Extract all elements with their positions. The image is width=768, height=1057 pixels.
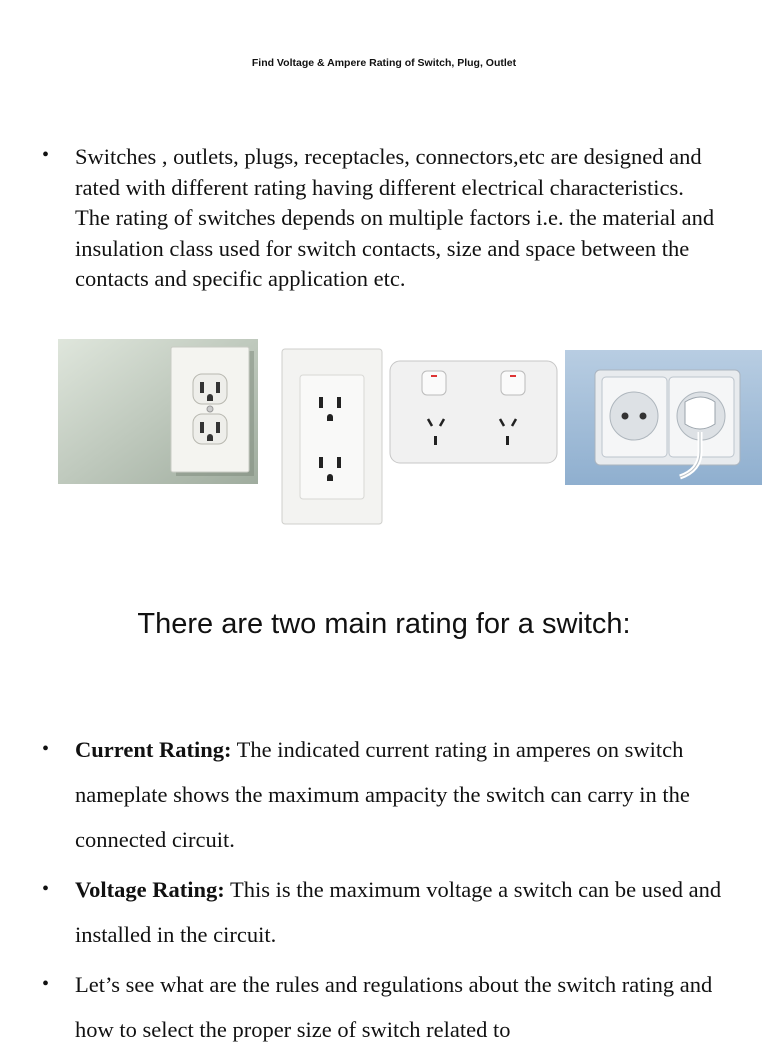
outlet-icon xyxy=(58,339,258,484)
bullet-icon: • xyxy=(42,144,50,166)
bullet-icon: • xyxy=(42,738,50,760)
outlet-icon xyxy=(388,358,560,466)
section-heading: There are two main rating for a switch: xyxy=(137,608,631,640)
australian-outlet-image xyxy=(388,358,560,466)
bullet-icon: • xyxy=(42,878,50,900)
us-duplex-outlet-image xyxy=(58,339,258,484)
list-item-current-rating xyxy=(42,727,722,862)
list-item-text: Let’s see what are the rules and regulations about the switch rating and how to select the proper size of switch related to xyxy=(75,972,713,1042)
decora-outlet-image xyxy=(276,345,386,530)
rating-list xyxy=(42,727,722,1057)
plug-icon xyxy=(565,350,762,485)
list-item-rules xyxy=(42,962,722,1052)
outlet-icon xyxy=(276,345,386,530)
list-item-voltage-rating xyxy=(42,867,722,957)
list-item-term: Voltage Rating: xyxy=(75,877,225,902)
intro-section xyxy=(42,142,722,295)
list-item-text: This is the maximum voltage a switch can be used and installed in the circuit. xyxy=(75,877,722,947)
european-outlet-image xyxy=(565,350,762,485)
intro-bullet xyxy=(42,142,722,295)
bullet-icon: • xyxy=(42,973,50,995)
list-item-term: Current Rating: xyxy=(75,737,232,762)
intro-paragraph: Switches , outlets, plugs, receptacles, connectors,etc are designed and rated with different rating having different electrical characteristics. The rating of switches depends on multiple factors i.e. the material and insulation class used for switch contacts, size and space between the contacts and specific application etc. xyxy=(75,144,715,291)
page-title: Find Voltage & Ampere Rating of Switch, Plug, Outlet xyxy=(251,57,517,69)
list-item-text: The indicated current rating in amperes on switch nameplate shows the maximum ampacity the switch can carry in the connected circuit. xyxy=(75,737,690,852)
